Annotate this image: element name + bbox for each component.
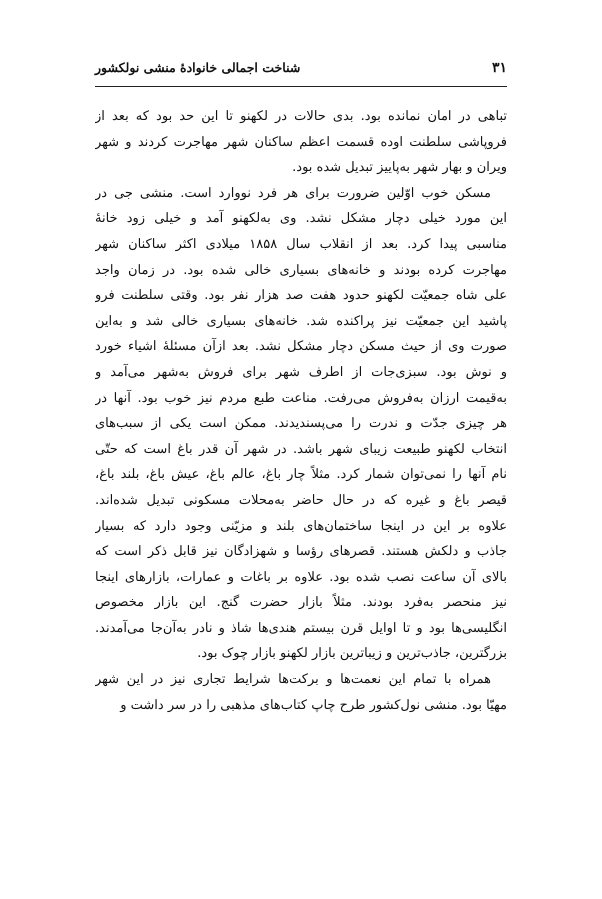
paragraph [95, 667, 507, 718]
text-line: بالای آن ساعت نصب شده بود. علاوه بر باغات و عمارات، بازارهای اینجا [95, 569, 507, 585]
text-line: انتخاب لکهنو طبیعت زیبای شهر باشد. در شهر آن قدر باغ است که حتّی [95, 441, 507, 457]
body-text [95, 104, 507, 718]
page-number: ۳۱ [491, 60, 507, 76]
text-line: تباهی در امان نمانده بود. بدی حالات در لکهنو تا این حد بود که بعد از [95, 109, 507, 124]
running-title: شناخت اجمالی خانوادهٔ منشی نولکشور [95, 60, 301, 75]
text-line: هر چیزی جدّت و ندرت را می‌پسندیدند. ممکن است یکی از سبب‌های [95, 416, 507, 432]
text-line: قیصر باغ و غیره که در حال حاضر به‌محلات مسکونی تبدیل شده‌اند. [95, 492, 507, 508]
text-line: علاوه بر این در اینجا ساختمان‌های بلند و مزیّنی وجود دارد که بسیار [95, 518, 507, 534]
text-line: مهیّا بود. منشی نول‌کشور طرح چاپ کتاب‌های مذهبی را در سر داشت و [120, 697, 507, 713]
text-line: صورت وی از حیث مسکن دچار مشکل نشد. بعد ازآن مسئلهٔ اشیاء خورد [95, 339, 507, 355]
text-line: و نوش بود. سبزی‌جات از اطرف شهر برای فروش به‌شهر می‌آمد و [95, 364, 507, 380]
text-line: نیز منحصر به‌فرد بودند. مثلاً بازار حضرت گنج. این بازار مخصوص [95, 595, 507, 611]
text-line: این مورد خیلی دچار مشکل نشد. وی به‌لکهنو آمد و خیلی زود خانهٔ [95, 211, 507, 227]
text-line: مهاجرت کرده بودند و خانه‌های بسیاری خالی شده بود. در زمان واجد [95, 262, 507, 278]
text-line: بزرگترین، جاذب‌ترین و زیباترین بازار لکهنو بازار چوک بود. [197, 646, 507, 662]
text-line: به‌قیمت ارزان به‌فروش می‌رفت. مناعت طبع مردم نیز خوب بود. آنها در [95, 390, 507, 406]
text-line: پاشید این جمعیّت نیز پراکنده شد. خانه‌های بسیاری خالی شد و به‌این [95, 313, 507, 329]
text-line: مسکن خوب اوّلین ضرورت برای هر فرد نووارد است. منشی جی در [95, 185, 491, 201]
text-line: نام آنها را نمی‌توان شمار کرد. مثلاً چار باغ، عالم باغ، عیش باغ، بلند باغ، [95, 467, 507, 483]
text-line: همراه با تمام این نعمت‌ها و برکت‌ها شرایط تجاری نیز در این شهر [95, 672, 491, 688]
text-line: انگلیسی‌ها بود و تا اوایل قرن بیستم هندی‌ها شاذ و نادر به‌آن‌جا می‌آمدند. [95, 620, 507, 636]
text-line: ویران و بهار شهر به‌پاییز تبدیل شده بود. [292, 160, 507, 176]
text-line: علی شاه جمعیّت لکهنو حدود هفت صد هزار نفر بود. وقتی سلطنت فرو [95, 288, 507, 304]
page-header [95, 60, 507, 82]
text-line: مناسبی پیدا کرد. بعد از انقلاب سال ۱۸۵۸ میلادی اکثر ساکنان شهر [95, 236, 507, 252]
header-rule [95, 86, 507, 87]
text-line: جاذب و دلکش هستند. قصرهای رؤسا و شهزادگان نیز قابل ذکر است که [95, 544, 507, 560]
paragraph [95, 104, 507, 181]
text-line: فروپاشی سلطنت اوده قسمت اعظم ساکنان شهر مهاجرت کردند و شهر [95, 134, 507, 150]
paragraph [95, 181, 507, 667]
